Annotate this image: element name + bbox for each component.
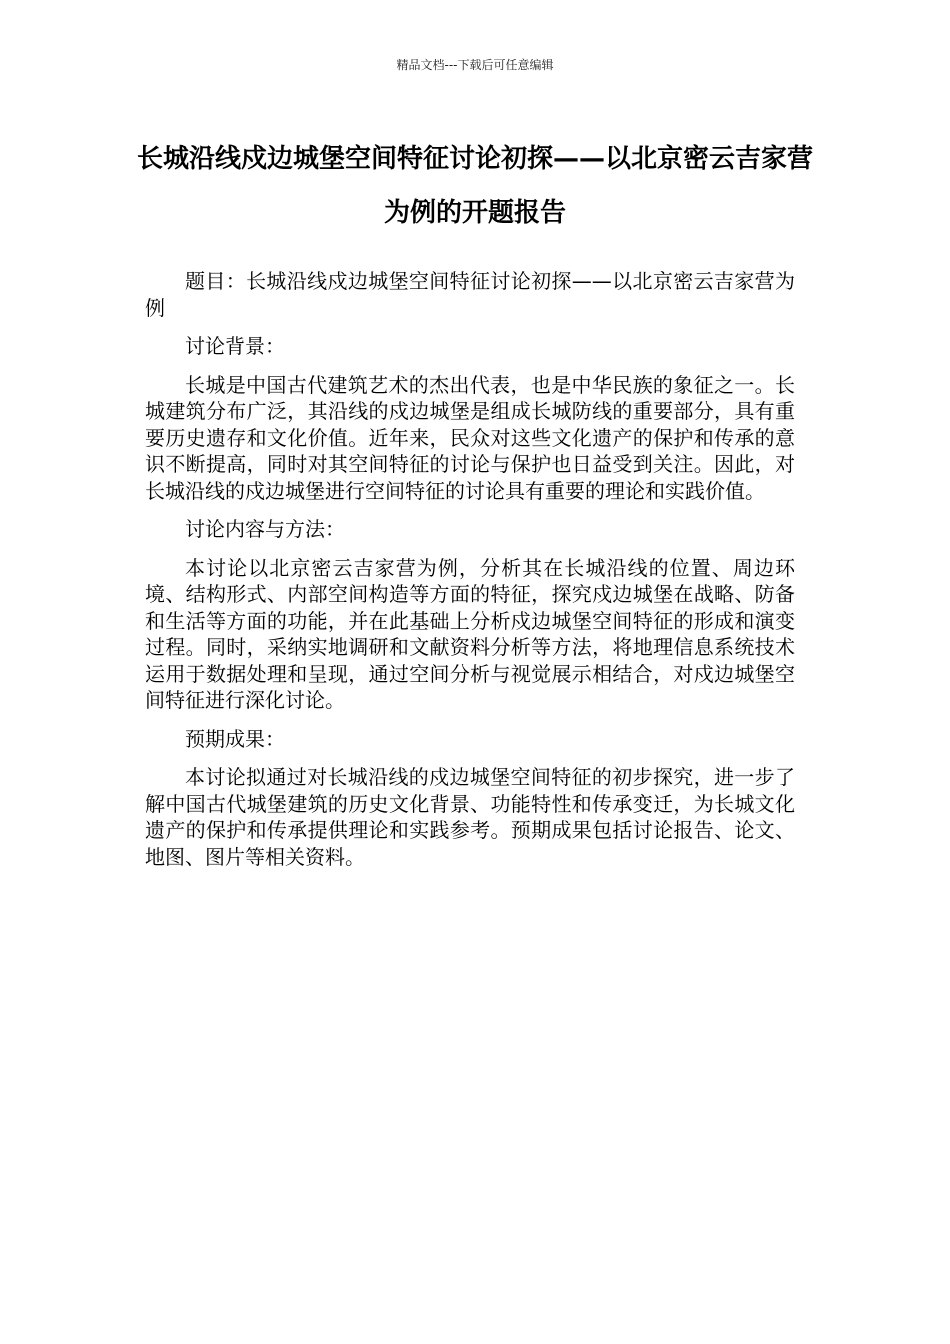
topic-paragraph: 题目：长城沿线戍边城堡空间特征讨论初探——以北京密云吉家营为例	[145, 269, 795, 320]
header-note: 精品文档---下载后可任意编辑	[396, 58, 554, 72]
content-method-heading: 讨论内容与方法：	[185, 517, 345, 541]
expected-results-heading: 预期成果：	[185, 726, 285, 751]
document-body	[145, 268, 795, 882]
document-title: 长城沿线戍边城堡空间特征讨论初探——以北京密云吉家营为例的开题报告	[136, 144, 813, 228]
content-method-paragraph: 本讨论以北京密云吉家营为例，分析其在长城沿线的位置、周边环境、结构形式、内部空间构造等方面的特征，探究戍边城堡在战略、防备和生活等方面的功能，并在此基础上分析戍边城堡空间特征的形成和演变过程。同时，采纳实地调研和文献资料分析等方法，将地理信息系统技术运用于数据处理和呈现，通过空间分析与视觉展示相结合，对戍边城堡空间特征进行深化讨论。	[145, 555, 795, 712]
expected-results-paragraph: 本讨论拟通过对长城沿线的戍边城堡空间特征的初步探究，进一步了解中国古代城堡建筑的历史文化背景、功能特性和传承变迁，为长城文化遗产的保护和传承提供理论和实践参考。预期成果包括讨论报告、论文、地图、图片等相关资料。	[145, 765, 795, 869]
background-heading: 讨论背景：	[185, 334, 285, 358]
background-paragraph: 长城是中国古代建筑艺术的杰出代表，也是中华民族的象征之一。长城建筑分布广泛，其沿线的戍边城堡是组成长城防线的重要部分，具有重要历史遗存和文化价值。近年来，民众对这些文化遗产的保护和传承的意识不断提高，同时对其空间特征的讨论与保护也日益受到关注。因此，对长城沿线的戍边城堡进行空间特征的讨论具有重要的理论和实践价值。	[145, 372, 795, 503]
